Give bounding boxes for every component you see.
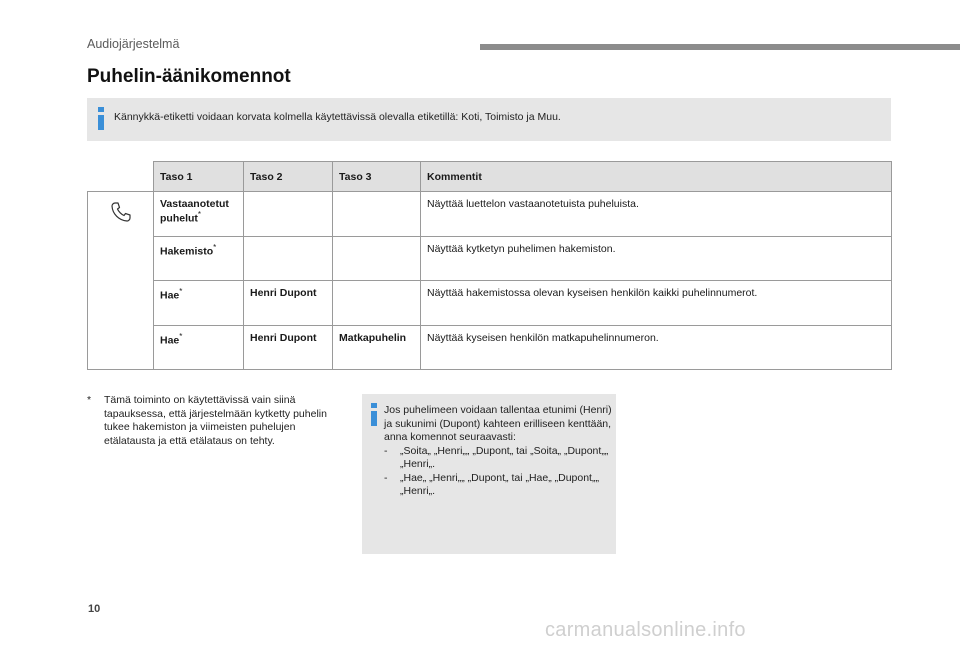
bullet-dash: -: [384, 471, 388, 484]
column-header: Taso 3: [333, 162, 421, 192]
info-icon: [368, 403, 380, 426]
page-title: Puhelin-äänikomennot: [87, 66, 291, 87]
table-cell-comment: Näyttää kyseisen henkilön matkapuhelinnumeron.: [421, 325, 892, 370]
table-cell-level3: [333, 192, 421, 237]
phone-icon-cell: [88, 192, 154, 370]
info-icon: [95, 107, 107, 130]
table-cell-comment: Näyttää hakemistossa olevan kyseisen henkilön kaikki puhelinnumerot.: [421, 281, 892, 326]
table-corner: [88, 162, 154, 192]
column-header: Taso 1: [154, 162, 244, 192]
table-cell-level2: [244, 236, 333, 281]
column-header: Taso 2: [244, 162, 333, 192]
table-row: [88, 192, 892, 237]
watermark: carmanualsonline.info: [545, 619, 746, 641]
table-cell-level2: Henri Dupont: [244, 325, 333, 370]
table-cell-level1: Hae*: [154, 325, 244, 370]
info-note: [87, 98, 891, 141]
tip-box: [362, 394, 616, 554]
header-bar: [480, 44, 960, 50]
table-row: [88, 325, 892, 370]
tip-intro: Jos puhelimeen voidaan tallentaa etunimi (Henri) ja sukunimi (Dupont) kahteen erilliseen kenttään, anna komennot seuraavasti:: [384, 404, 612, 443]
footnote: [87, 394, 342, 448]
table-cell-level2: [244, 192, 333, 237]
bullet-dash: -: [384, 444, 388, 457]
table-cell-level3: [333, 236, 421, 281]
tip-bullet: [384, 472, 612, 499]
table-cell-comment: Näyttää luettelon vastaanotetuista puheluista.: [421, 192, 892, 237]
footnote-marker: *: [87, 394, 92, 406]
table-cell-level3: [333, 281, 421, 326]
table-row: [88, 281, 892, 326]
table-cell-level1: Vastaanotetut puhelut*: [154, 192, 244, 237]
table-cell-level2: Henri Dupont: [244, 281, 333, 326]
table-cell-level1: Hae*: [154, 281, 244, 326]
section-label: Audiojärjestelmä: [87, 37, 180, 51]
tip-text: [384, 404, 612, 499]
page-number: 10: [88, 603, 101, 615]
column-header: Kommentit: [421, 162, 892, 192]
voice-commands-table: [87, 161, 892, 370]
footnote-text: Tämä toiminto on käytettävissä vain siinä tapauksessa, että järjestelmään kytketty puhelin tukee hakemiston ja viimeisten puhelujen etälatausta ja että etälataus on tehty.: [104, 394, 327, 447]
table-cell-comment: Näyttää kytketyn puhelimen hakemiston.: [421, 236, 892, 281]
table-row: [88, 236, 892, 281]
tip-bullet: [384, 445, 612, 472]
bullet-text: „Soita„ „Henri„„ „Dupont„ tai „Soita„ „Dupont„„ „Henri„.: [400, 444, 609, 470]
table-cell-level3: Matkapuhelin: [333, 325, 421, 370]
phone-handset-icon: [109, 200, 133, 224]
info-note-text: Kännykkä-etiketti voidaan korvata kolmella käytettävissä olevalla etiketillä: Koti, Toimisto ja Muu.: [114, 111, 561, 123]
bullet-text: „Hae„ „Henri„„ „Dupont„ tai „Hae„ „Dupont„„ „Henri„.: [400, 471, 599, 497]
table-cell-level1: Hakemisto*: [154, 236, 244, 281]
